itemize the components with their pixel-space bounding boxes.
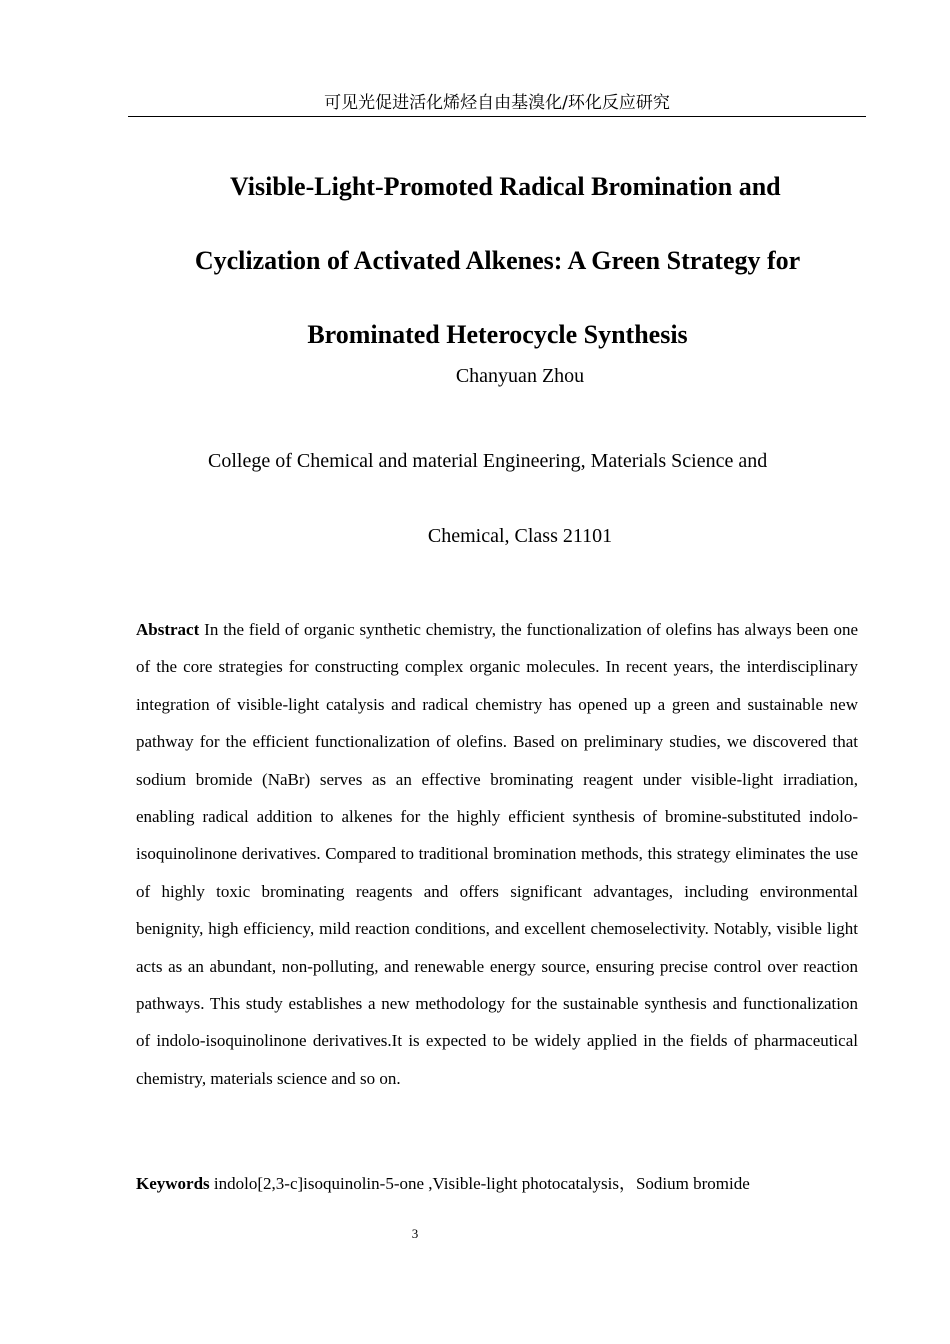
- keywords-label: Keywords: [136, 1174, 210, 1193]
- affiliation-line-1: College of Chemical and material Engineering, Materials Science and: [208, 450, 768, 472]
- title-line-1: Visible-Light-Promoted Radical Bromination and: [230, 172, 781, 201]
- keywords-text: indolo[2,3-c]isoquinolin-5-one ,Visible-light photocatalysis，Sodium bromide: [213, 1174, 750, 1193]
- abstract-paragraph: [136, 611, 858, 1097]
- title-line-3: Brominated Heterocycle Synthesis: [307, 320, 688, 349]
- abstract-label: Abstract: [136, 620, 200, 639]
- keywords-line: [136, 1170, 858, 1198]
- page-number: 3: [411, 1226, 419, 1241]
- header-divider: [128, 116, 866, 117]
- title-line-2: Cyclization of Activated Alkenes: A Green Strategy for: [194, 246, 801, 275]
- running-header: 可见光促进活化烯烃自由基溴化/环化反应研究: [324, 93, 670, 113]
- affiliation: [190, 424, 850, 574]
- paper-title: [150, 150, 845, 372]
- abstract-text: In the field of organic synthetic chemistry, the functionalization of olefins has always been one of the core strategies for constructing complex organic molecules. In recent years, the interdisciplinary integration of visible-light catalysis and radical chemistry has opened up a green and sustainable new pathway for the efficient functionalization of olefins. Based on preliminary studies, we discovered that sodium bromide (NaBr) serves as an effective brominating reagent under visible-light irradiation, enabling radical addition to alkenes for the highly efficient synthesis of bromine-substituted indolo-isoquinolinone derivatives. Compared to traditional bromination methods, this strategy eliminates the use of highly toxic brominating reagents and offers significant advantages, including environmental benignity, high efficiency, mild reaction conditions, and excellent chemoselectivity. Notably, visible light acts as an abundant, non-polluting, and renewable energy source, ensuring precise control over reaction pathways. This study establishes a new methodology for the sustainable synthesis and functionalization of indolo-isoquinolinone derivatives.It is expected to be widely applied in the fields of pharmaceutical chemistry, materials science and so on.: [136, 620, 859, 1088]
- affiliation-line-2: Chemical, Class 21101: [427, 525, 613, 547]
- author-name: Chanyuan Zhou: [455, 365, 585, 387]
